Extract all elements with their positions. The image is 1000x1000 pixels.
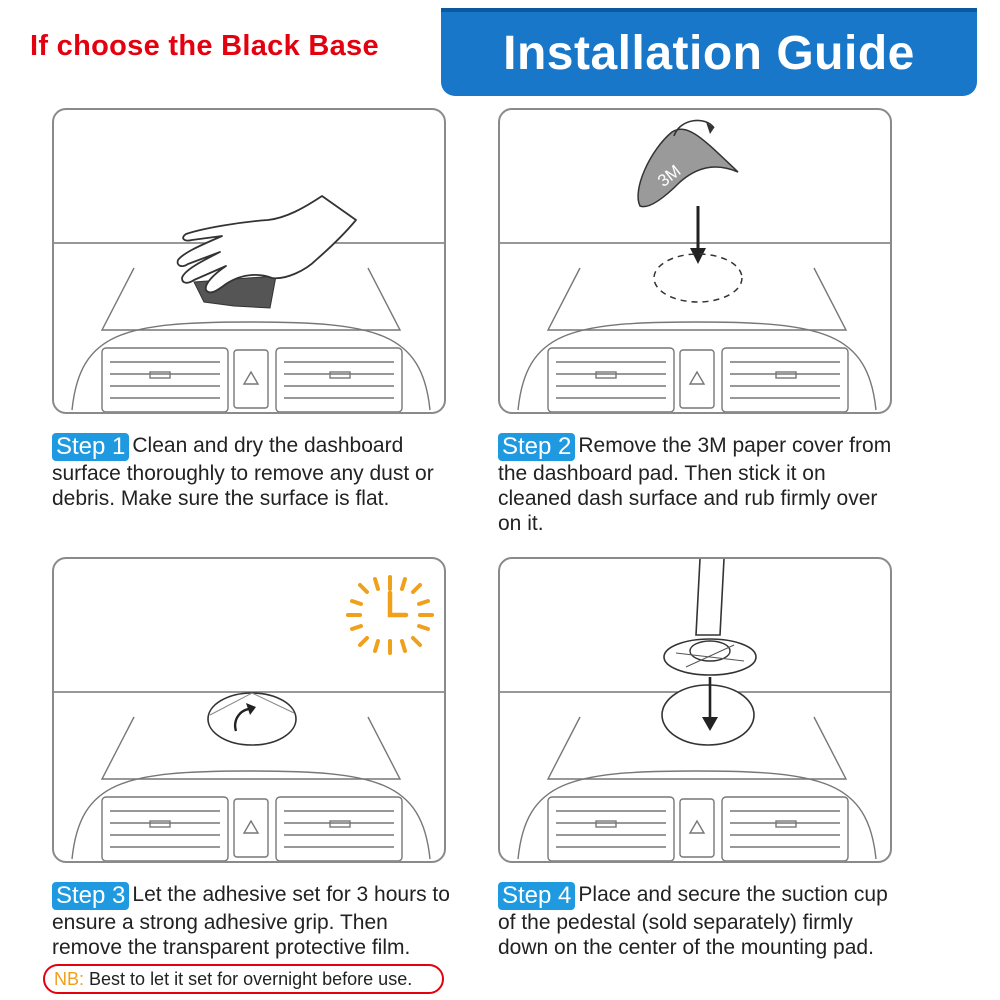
step-1-badge: Step 1: [52, 433, 129, 461]
pad-3m-label: 3M: [654, 161, 685, 191]
step-3-instructions: [52, 882, 452, 960]
step-1-instructions: [52, 433, 452, 511]
step-4-badge: Step 4: [498, 882, 575, 910]
step-3-illustration: [52, 557, 446, 863]
hand-wiping-cloth-icon: [178, 196, 356, 308]
step-2-badge: Step 2: [498, 433, 575, 461]
step-4-text: Place and secure the suction cup of the pedestal (sold separately) firmly down on the center of the mounting pad.: [498, 883, 888, 959]
title-banner: [441, 8, 977, 96]
suction-cup-icon: [662, 559, 756, 745]
adhesive-pad-icon: [208, 693, 296, 745]
clock-icon: [348, 577, 432, 653]
step-1-illustration: [52, 108, 446, 414]
step-4-instructions: [498, 882, 898, 960]
step-1-text: Clean and dry the dashboard surface thoroughly to remove any dust or debris. Make sure the surface is flat.: [52, 434, 434, 510]
page-title: Installation Guide: [503, 27, 915, 80]
step-2-text: Remove the 3M paper cover from the dashboard pad. Then stick it on cleaned dash surface and rub firmly over on it.: [498, 434, 892, 535]
overnight-note: [43, 964, 444, 994]
step-3-badge: Step 3: [52, 882, 129, 910]
step-2-illustration: [498, 108, 892, 414]
black-base-subtitle: If choose the Black Base: [30, 30, 379, 62]
note-text: Best to let it set for overnight before use.: [89, 969, 413, 989]
step-2-instructions: [498, 433, 898, 536]
peel-3m-cover-icon: [638, 120, 742, 302]
step-3-text: Let the adhesive set for 3 hours to ensure a strong adhesive grip. Then remove the transparent protective film.: [52, 883, 450, 959]
note-label: NB:: [54, 969, 85, 989]
dashboard-scene: [500, 243, 892, 412]
step-4-illustration: [498, 557, 892, 863]
